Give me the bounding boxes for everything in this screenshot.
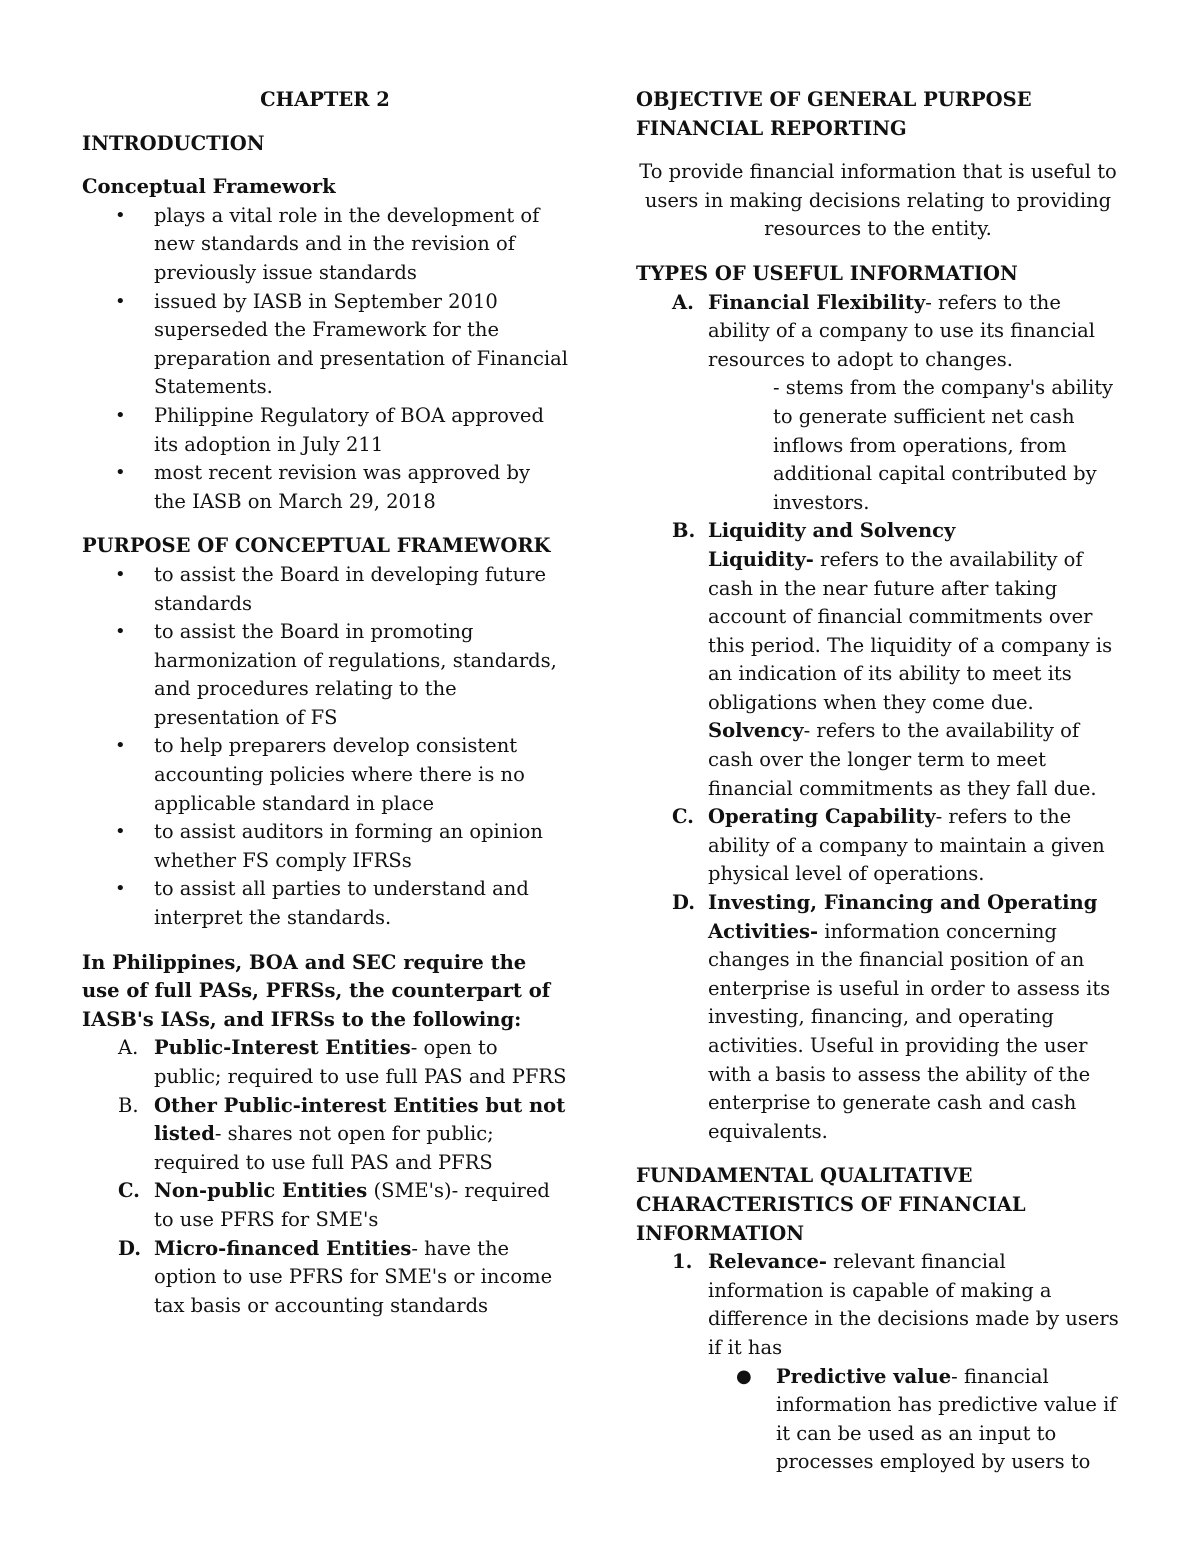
- list-item: D. Investing, Financing and Operating Activities- information concerning changes in the financial position of an enterprise is useful in order to assess its investing, financing, and operating activities. Useful in providing the user with a basis to assess the ability of the enterprise to generate cash and cash equivalents.: [672, 891, 1111, 1143]
- bullet-icon: •: [115, 735, 126, 757]
- list-item: • Philippine Regulatory of BOA approved its adoption in July 211: [115, 403, 544, 456]
- purpose-heading: PURPOSE OF CONCEPTUAL FRAMEWORK: [82, 534, 551, 558]
- list-item: ● Predictive value- financial information has predictive value if it can be used as an input to processes employed by users to: [736, 1364, 1117, 1474]
- entities-list: [82, 1034, 568, 1320]
- bullet-icon: •: [115, 878, 126, 900]
- conceptual-framework-heading: Conceptual Framework: [82, 175, 336, 199]
- conceptual-framework-list: [82, 202, 568, 517]
- objective-heading: OBJECTIVE OF GENERAL PURPOSE FINANCIAL REPORTING: [636, 88, 1032, 140]
- fundamental-heading: FUNDAMENTAL QUALITATIVE CHARACTERISTICS OF FINANCIAL INFORMATION: [636, 1164, 1026, 1245]
- list-item: • to help preparers develop consistent accounting policies where there is no applicable standard in place: [115, 734, 525, 815]
- left-column: [82, 86, 568, 1320]
- bullet-icon: •: [115, 821, 126, 843]
- bullet-icon: ●: [736, 1365, 752, 1387]
- list-item: D. Micro-financed Entities- have the option to use PFRS for SME's or income tax basis or accounting standards: [118, 1236, 553, 1317]
- philippines-heading: In Philippines, BOA and SEC require the use of full PASs, PFRSs, the counterpart of IASB's IASs, and IFRSs to the following:: [82, 950, 551, 1031]
- list-item: B. Liquidity and Solvency Liquidity- refers to the availability of cash in the near future after taking account of financial commitments over this period. The liquidity of a company is an indication of its ability to meet its obligations when they come due. Solvency- refers to the availability of cash over the longer term to meet financial commitments as they fall due.: [672, 519, 1113, 800]
- types-heading: TYPES OF USEFUL INFORMATION: [636, 261, 1018, 285]
- list-item: B. Other Public-interest Entities but not listed- shares not open for public; required to use full PAS and PFRS: [118, 1093, 566, 1174]
- bullet-icon: •: [115, 621, 126, 643]
- bullet-icon: •: [115, 290, 126, 312]
- list-item: A. Financial Flexibility- refers to the ability of a company to use its financial resources to adopt to changes. - stems from the company's ability to generate sufficient net cash inflows from operations, from additional capital contributed by investors.: [672, 290, 1114, 514]
- list-item: • issued by IASB in September 2010 superseded the Framework for the preparation and presentation of Financial Statements.: [115, 289, 569, 399]
- list-item: 1. Relevance- relevant financial information is capable of making a difference in the decisions made by users if it has: [672, 1250, 1119, 1359]
- bullet-icon: •: [115, 404, 126, 426]
- list-item: • to assist the Board in promoting harmonization of regulations, standards, and procedures relating to the presentation of FS: [115, 620, 557, 729]
- chapter-title: CHAPTER 2: [260, 88, 390, 111]
- list-item: • to assist all parties to understand and interpret the standards.: [115, 877, 529, 930]
- list-item: • plays a vital role in the development of new standards and in the revision of previously issue standards: [115, 203, 540, 284]
- list-item: • to assist the Board in developing future standards: [115, 562, 547, 615]
- list-item: C. Non-public Entities (SME's)- required to use PFRS for SME's: [118, 1179, 550, 1231]
- list-item: C. Operating Capability- refers to the ability of a company to maintain a given physical level of operations.: [672, 805, 1105, 886]
- objective-text: To provide financial information that is useful to users in making decisions relating to providing resources to the entity.: [639, 160, 1117, 241]
- types-list: [636, 289, 1120, 1147]
- right-column: [636, 86, 1120, 1477]
- list-item: • to assist auditors in forming an opinion whether FS comply IFRSs: [115, 820, 543, 872]
- purpose-list: [82, 561, 568, 933]
- bullet-icon: •: [115, 204, 126, 226]
- list-item: A. Public-Interest Entities- open to public; required to use full PAS and PFRS: [118, 1036, 567, 1088]
- bullet-icon: •: [115, 563, 126, 585]
- list-item: • most recent revision was approved by the IASB on March 29, 2018: [115, 461, 530, 513]
- relevance-sublist: [636, 1363, 1120, 1477]
- bullet-icon: •: [115, 462, 126, 484]
- characteristics-list: [636, 1248, 1120, 1362]
- introduction-heading: INTRODUCTION: [82, 131, 265, 155]
